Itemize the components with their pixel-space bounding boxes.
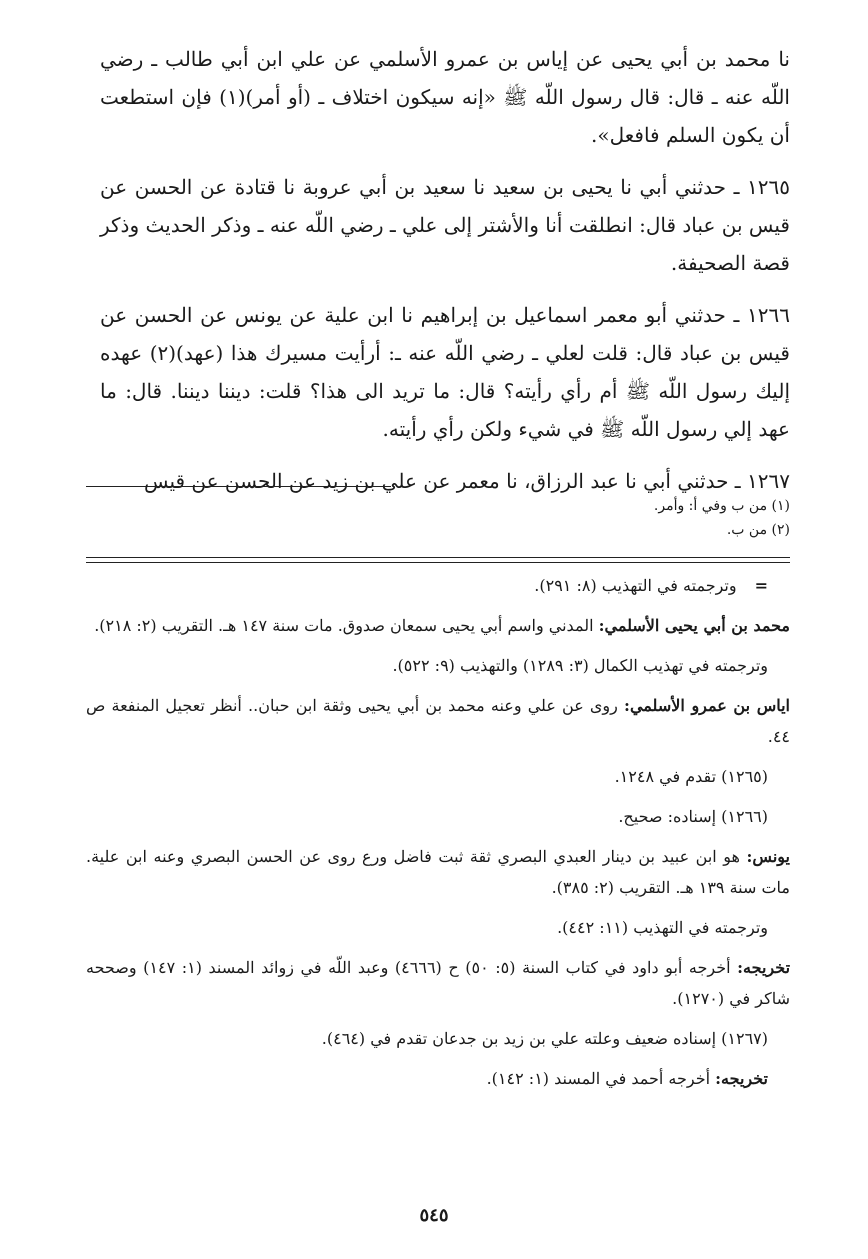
narrator-name: اياس بن عمرو الأسلمي: <box>624 696 791 715</box>
note-line: تخريجه: أخرجه أبو داود في كتاب السنة (٥: ٥٠) ح (٤٦٦٦) وعبد اللّه في زوائد المسند (١: ١٤٧) وصححه شاكر في (١٢٧٠). <box>86 958 791 1008</box>
takhrij-label: تخريجه: <box>715 1069 768 1088</box>
footnotes <box>100 494 790 542</box>
note-line: محمد بن أبي يحيى الأسلمي: المدني واسم أبي يحيى سمعان صدوق. مات سنة ١٤٧ هـ. التقريب (٢: ٢١٨). <box>94 616 790 635</box>
main-text <box>100 40 790 514</box>
narrator-name: محمد بن أبي يحيى الأسلمي: <box>598 616 790 635</box>
note-line: يونس: هو ابن عبيد بن دينار العبدي البصري ثقة ثبت فاضل ورع روى عن الحسن البصري وعنه ابن علية. مات سنة ١٣٩ هـ. التقريب (٢: ٣٨٥). <box>86 847 790 897</box>
note-line: تخريجه: أخرجه أحمد في المسند (١: ١٤٢). <box>486 1069 768 1088</box>
footnote-divider <box>86 486 391 487</box>
footnote-1: (١) من ب وفي أ: وأمر. <box>653 498 790 514</box>
note-line: وترجمته في التهذيب (١١: ٤٤٢). <box>557 918 768 937</box>
narrator-name: يونس: <box>746 847 790 866</box>
note-line: وترجمته في تهذيب الكمال (٣: ١٢٨٩) والتهذيب (٩: ٥٢٢). <box>392 656 768 675</box>
hadith-paragraph-1265: ١٢٦٥ ـ حدثني أبي نا يحيى بن سعيد نا سعيد بن أبي عروبة نا قتادة عن الحسن عن قيس بن عباد قال: انطلقت أنا والأشتر إلى علي ـ رضي اللّه عنه ـ وذكر الحديث وذكر قصة الصحيفة. <box>100 175 790 275</box>
note-line: (١٢٦٦) إسناده: صحيح. <box>618 807 768 826</box>
hadith-paragraph-1267: ١٢٦٧ ـ حدثني أبي نا عبد الرزاق، نا معمر عن علي بن زيد عن الحسن عن قيس <box>143 469 790 493</box>
note-line: (١٢٦٥) تقدم في ١٢٤٨. <box>614 767 768 786</box>
commentary-notes <box>86 570 790 1103</box>
commentary-divider <box>86 557 790 563</box>
continuation-mark: = <box>754 576 768 595</box>
note-line: اياس بن عمرو الأسلمي: روى عن علي وعنه محمد بن أبي يحيى وثقة ابن حبان.. أنظر تعجيل المنفعة ص ٤٤. <box>86 696 791 746</box>
note-line: =وترجمته في التهذيب (٨: ٢٩١). <box>534 576 768 595</box>
hadith-paragraph-continued: نا محمد بن أبي يحيى عن إياس بن عمرو الأسلمي عن علي ابن أبي طالب ـ رضي اللّه عنه ـ قال: قال رسول اللّه ﷺ «إنه سيكون اختلاف ـ (أو أمر)(١) فإن استطعت أن يكون السلم فافعل». <box>100 47 790 147</box>
page-number: ٥٤٥ <box>419 1205 449 1226</box>
note-line: (١٢٦٧) إسناده ضعيف وعلته علي بن زيد بن جدعان تقدم في (٤٦٤). <box>321 1029 768 1048</box>
footnote-2: (٢) من ب. <box>726 522 790 538</box>
hadith-paragraph-1266: ١٢٦٦ ـ حدثني أبو معمر اسماعيل بن إبراهيم نا ابن علية عن يونس عن الحسن عن قيس بن عباد قال: قلت لعلي ـ رضي اللّه عنه ـ: أرأيت مسيرك هذا (عهد)(٢) عهده إليك رسول اللّه ﷺ أم رأي رأيته؟ قال: ما تريد الى هذا؟ قلت: ديننا ديننا. قال: ما عهد إلي رسول اللّه ﷺ في شيء ولكن رأي رأيته. <box>100 303 790 441</box>
takhrij-label: تخريجه: <box>737 958 791 977</box>
